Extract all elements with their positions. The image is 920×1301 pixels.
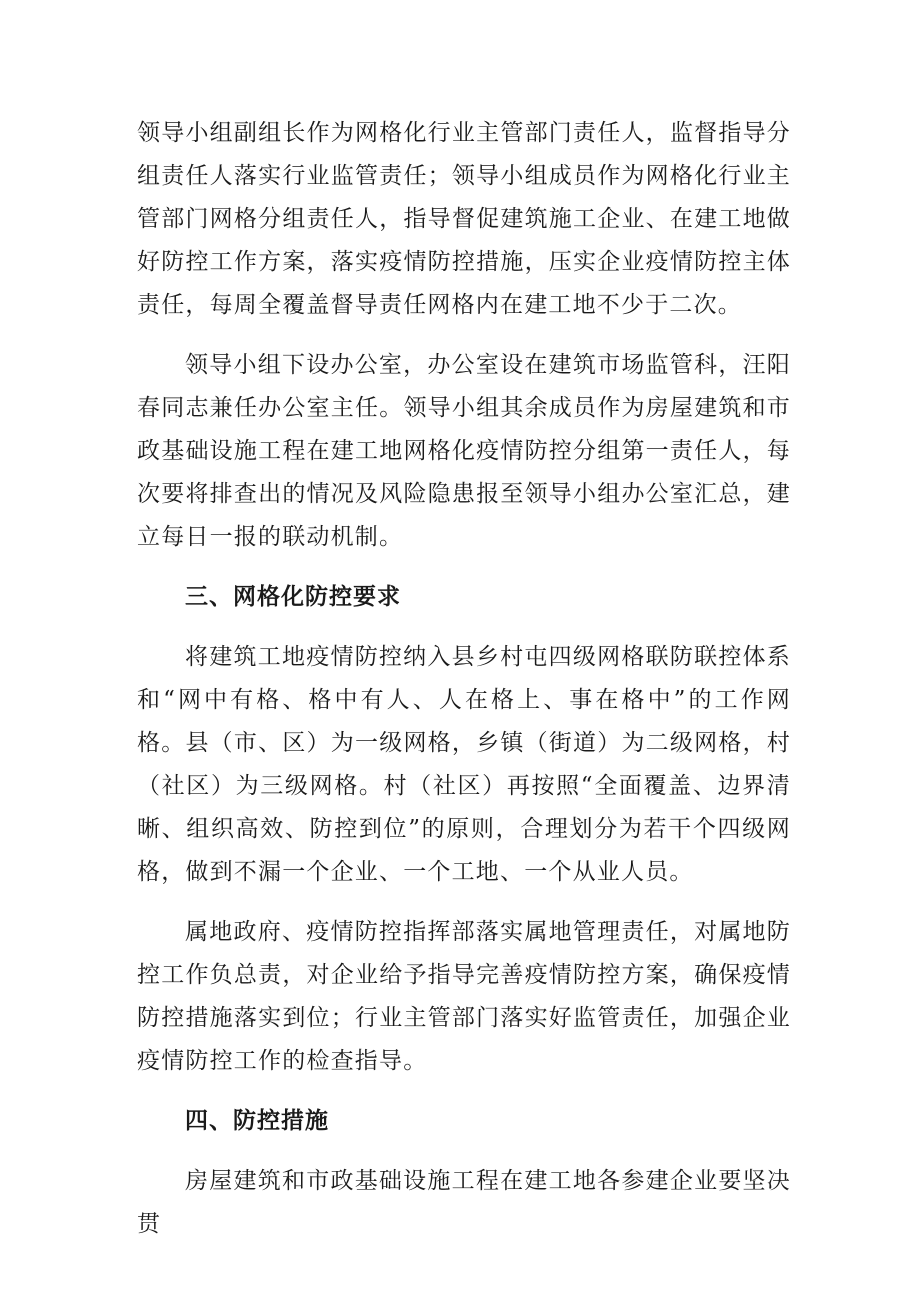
section-heading-prevention-measures: 四、防控措施 (185, 1108, 329, 1134)
paragraph-grid-system: 将建筑工地疫情防控纳入县乡村屯四级网格联防联控体系和“网中有格、格中有人、人在格上、事在格中”的工作网格。县（市、区）为一级网格，乡镇（街道）为二级网格，村（社区）为三级网格。村（社区）再按照“全面覆盖、边界清晰、组织高效、防控到位”的原则，合理划分为若干个四级网格，做到不漏一个企业、一个工地、一个从业人员。 (137, 644, 791, 885)
document-body (137, 112, 791, 1263)
paragraph-responsibilities: 领导小组副组长作为网格化行业主管部门责任人，监督指导分组责任人落实行业监管责任；领导小组成员作为网格化行业主管部门网格分组责任人，指导督促建筑施工企业、在建工地做好防控工作方案，落实疫情防控措施，压实企业疫情防控主体责任，每周全覆盖督导责任网格内在建工地不少于二次。 (137, 120, 791, 318)
paragraph-office: 领导小组下设办公室，办公室设在建筑市场监管科，汪阳春同志兼任办公室主任。领导小组其余成员作为房屋建筑和市政基础设施工程在建工地网格化疫情防控分组第一责任人，每次要将排查出的情况及风险隐患报至领导小组办公室汇总，建立每日一报的联动机制。 (137, 352, 791, 550)
paragraph-local-government: 属地政府、疫情防控指挥部落实属地管理责任，对属地防控工作负总责，对企业给予指导完善疫情防控方案，确保疫情防控措施落实到位；行业主管部门落实好监管责任，加强企业疫情防控工作的检查指导。 (137, 919, 791, 1074)
section-heading-grid-requirements: 三、网格化防控要求 (185, 584, 401, 610)
paragraph-construction-sites: 房屋建筑和市政基础设施工程在建工地各参建企业要坚决贯 (137, 1168, 791, 1237)
